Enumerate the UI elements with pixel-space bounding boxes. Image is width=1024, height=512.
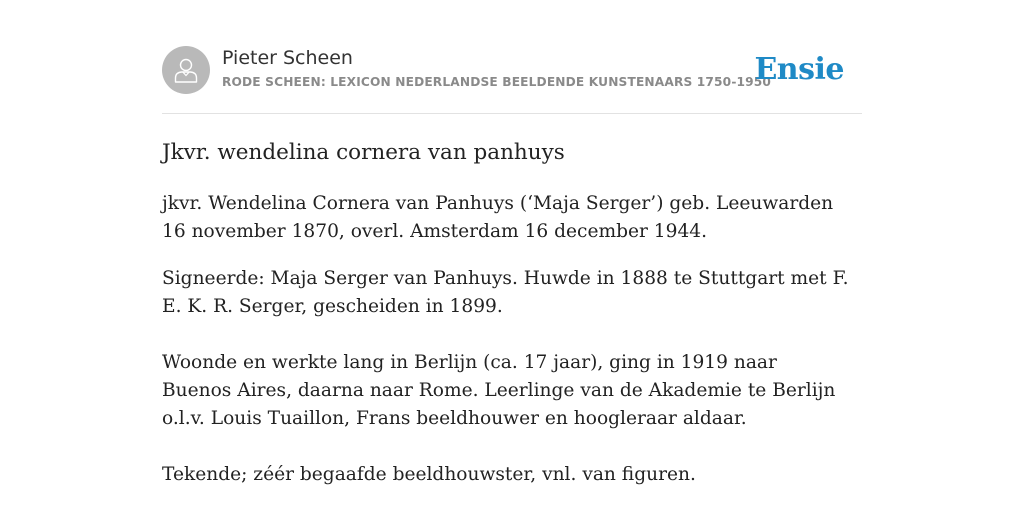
page-title: Jkvr. wendelina cornera van panhuys — [162, 140, 565, 165]
avatar[interactable] — [162, 46, 210, 94]
article-paragraph: Tekende; zéér begaafde beeldhouwster, vnl. van figuren. — [162, 464, 696, 485]
ensie-logo[interactable]: Ensie — [754, 52, 844, 87]
article-paragraph: jkvr. Wendelina Cornera van Panhuys (‘Maja Serger’) geb. Leeuwarden 16 november 1870, overl. Amsterdam 16 december 1944. — [162, 193, 834, 242]
article-paragraph: Woonde en werkte lang in Berlijn (ca. 17 jaar), ging in 1919 naar Buenos Aires, daarna naar Rome. Leerlinge van de Akademie te Berlijn o.l.v. Louis Tuaillon, Frans beeldhouwer en hoogleraar aldaar. — [162, 352, 836, 429]
author-name[interactable]: Pieter Scheen — [222, 47, 353, 69]
article-paragraph: Signeerde: Maja Serger van Panhuys. Huwde in 1888 te Stuttgart met F. E. K. R. Serger, gescheiden in 1899. — [162, 268, 849, 317]
author-header — [162, 46, 862, 96]
source-title[interactable]: RODE SCHEEN: LEXICON NEDERLANDSE BEELDENDE KUNSTENAARS 1750-1950 — [222, 75, 772, 89]
user-icon — [173, 56, 199, 84]
header-divider — [162, 113, 862, 114]
